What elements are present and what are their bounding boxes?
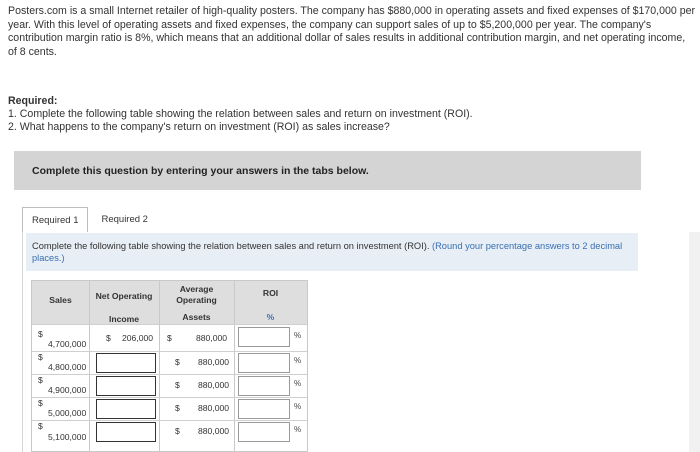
- roi-input[interactable]: [238, 422, 290, 442]
- scrollbar[interactable]: [689, 232, 700, 452]
- roi-input[interactable]: [238, 353, 290, 373]
- required-title: Required:: [8, 95, 58, 107]
- assets-currency: $: [175, 357, 180, 367]
- noi-input[interactable]: [96, 422, 156, 442]
- sales-currency: $: [38, 329, 43, 339]
- assets-currency: $: [175, 403, 180, 413]
- rounding-note: (Round your percentage answers to 2 decimal places.): [32, 241, 623, 263]
- sales-value: 5,000,000: [48, 408, 87, 418]
- assets-value: 880,000: [196, 333, 228, 343]
- sales-currency: $: [38, 398, 43, 408]
- sales-value: 5,100,000: [48, 432, 87, 442]
- header-sales: Sales: [49, 295, 72, 305]
- percent-sign: %: [294, 356, 302, 365]
- sales-currency: $: [38, 375, 43, 385]
- required-item-2: 2. What happens to the company's return on investment (ROI) as sales increase?: [8, 121, 390, 133]
- assets-value: 880,000: [198, 380, 230, 390]
- tab-required-2[interactable]: Required 2: [101, 214, 148, 225]
- header-noi-line2: Income: [108, 314, 140, 324]
- tab-required-1[interactable]: Required 1: [22, 207, 88, 232]
- instruction-banner: Complete this question by entering your answers in the tabs below.: [14, 151, 641, 190]
- header-roi-unit: %: [266, 312, 275, 322]
- roi-input[interactable]: [238, 376, 290, 396]
- header-noi-line1: Net Operating: [95, 291, 153, 301]
- percent-sign: %: [294, 331, 302, 340]
- roi-input[interactable]: [238, 327, 290, 347]
- sales-currency: $: [38, 352, 43, 362]
- required-section: [8, 95, 688, 134]
- assets-value: 880,000: [198, 426, 230, 436]
- noi-input[interactable]: [96, 376, 156, 396]
- instruction-main: Complete the following table showing the relation between sales and return on investment (ROI).: [32, 241, 430, 251]
- roi-input[interactable]: [238, 399, 290, 419]
- header-roi: ROI: [262, 288, 279, 298]
- assets-value: 880,000: [198, 357, 230, 367]
- tab-bar: [22, 207, 157, 232]
- sales-currency: $: [38, 421, 43, 431]
- noi-currency: $: [106, 333, 111, 343]
- header-assets-line3: Assets: [182, 312, 211, 322]
- percent-sign: %: [294, 425, 302, 434]
- assets-value: 880,000: [198, 403, 230, 413]
- percent-sign: %: [294, 402, 302, 411]
- percent-sign: %: [294, 379, 302, 388]
- sales-value: 4,700,000: [48, 339, 87, 349]
- table-instructions: [26, 233, 638, 271]
- noi-value: 206,000: [122, 333, 154, 343]
- noi-input[interactable]: [96, 353, 156, 373]
- problem-statement: Posters.com is a small Internet retailer of high-quality posters. The company has $880,000 in operating assets and fixed expenses of $170,000 per year. With this level of operating assets and fixed expenses, the company can support sales of up to $5,200,000 per year. The company's contribution margin ratio is 8%, which means that an additional dollar of sales results in additional contribution margin, and net operating income, of 8 cents.: [8, 5, 696, 58]
- header-assets-line1: Average: [179, 284, 214, 294]
- roi-table: [31, 280, 308, 452]
- header-assets-line2: Operating: [176, 295, 217, 305]
- noi-input[interactable]: [96, 399, 156, 419]
- assets-currency: $: [167, 333, 172, 343]
- sales-value: 4,900,000: [48, 385, 87, 395]
- assets-currency: $: [175, 380, 180, 390]
- required-item-1: 1. Complete the following table showing the relation between sales and return on investment (ROI).: [8, 108, 473, 120]
- assets-currency: $: [175, 426, 180, 436]
- sales-value: 4,800,000: [48, 362, 87, 372]
